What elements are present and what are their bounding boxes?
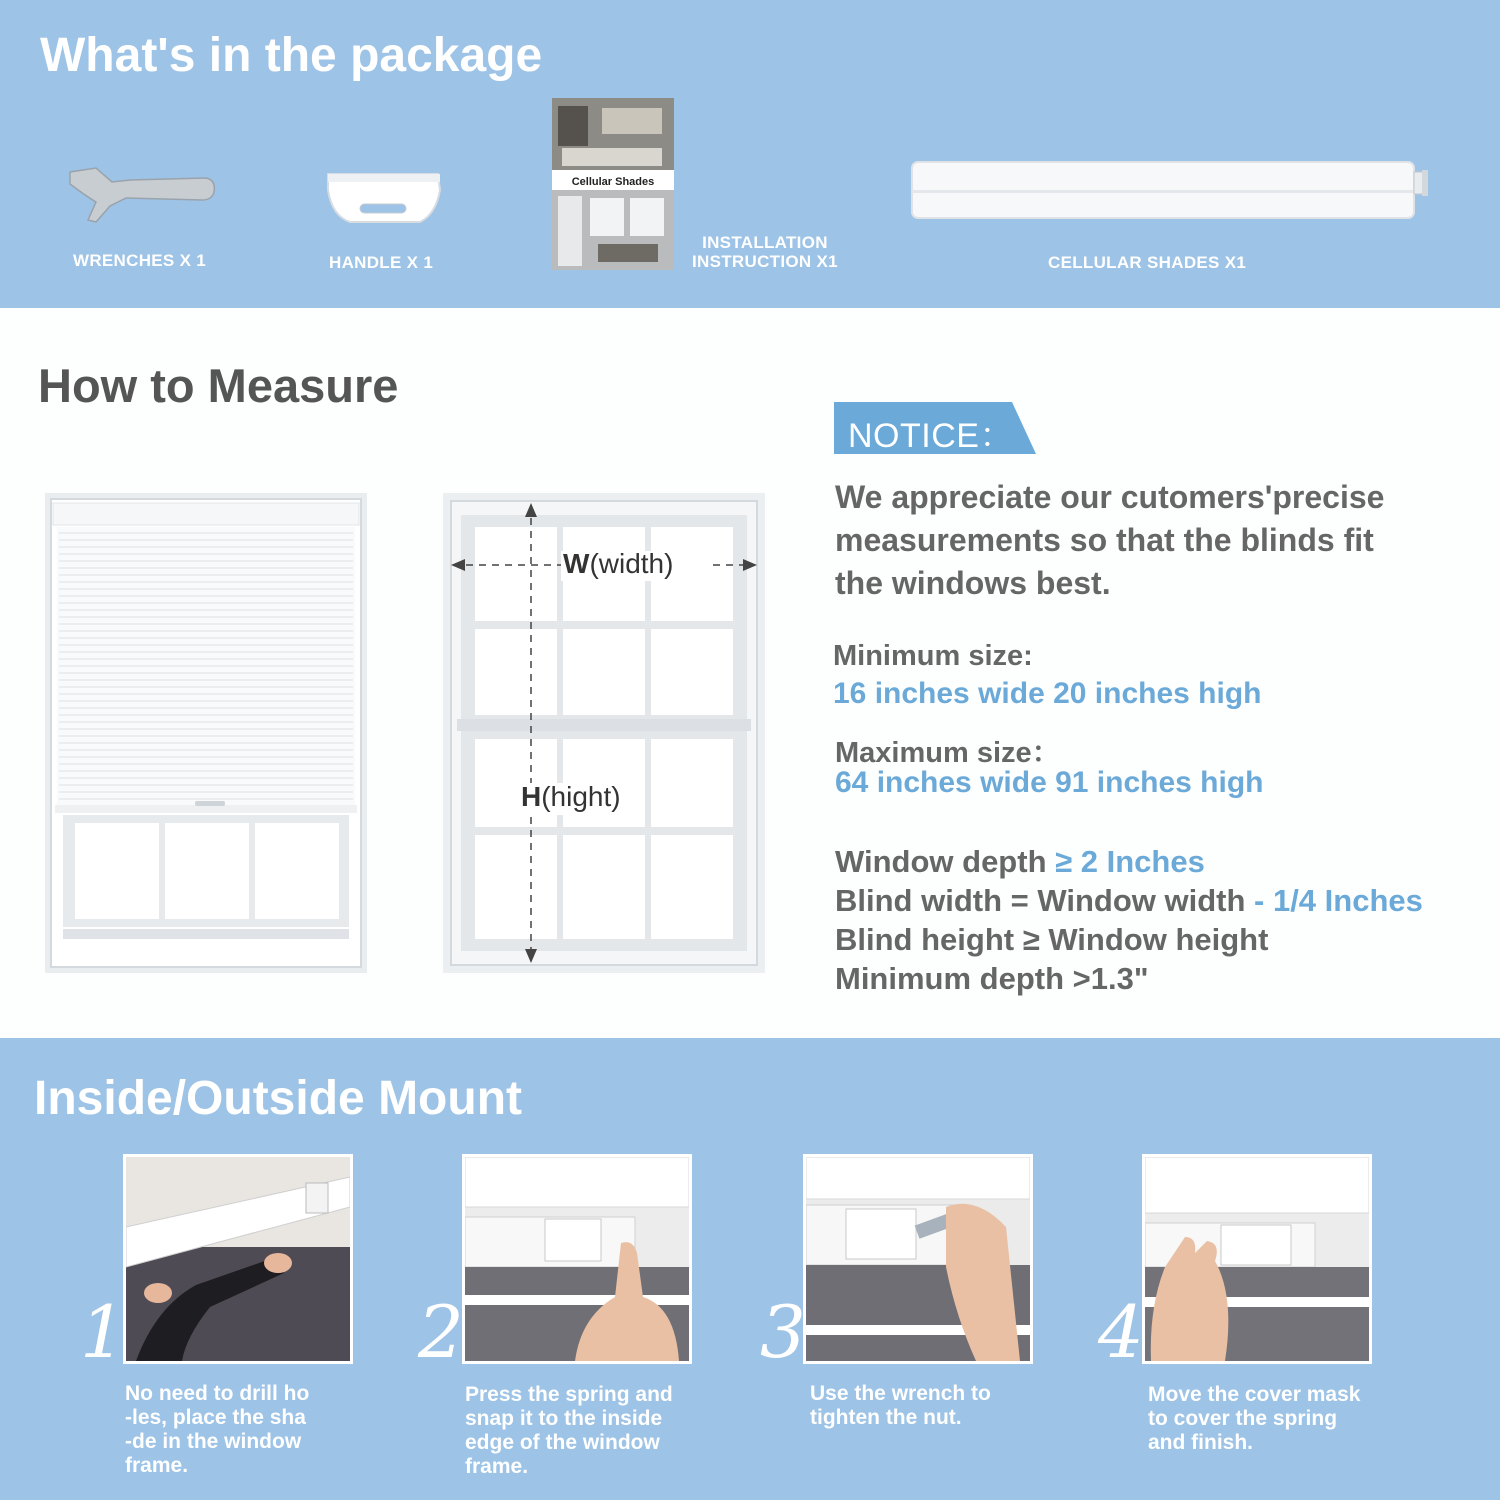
width-label-text: (width) — [589, 548, 674, 579]
step-description-line: No need to drill ho — [125, 1382, 310, 1405]
package-title: What's in the package — [40, 29, 543, 82]
rule-text: Window depth — [835, 844, 1056, 879]
notice-intro-line: the windows best. — [835, 565, 1111, 601]
step-number: 1 — [80, 1290, 126, 1374]
step-number: 4 — [1098, 1290, 1144, 1374]
step-description-line: -de in the window — [125, 1430, 302, 1453]
width-label-letter: W — [563, 548, 590, 579]
step-3-photo — [803, 1154, 1033, 1364]
step-description — [465, 1383, 705, 1479]
min-size-label: Minimum size: — [833, 640, 1033, 672]
max-size-value: 64 inches wide 91 inches high — [835, 766, 1264, 799]
notice-intro-line: measurements so that the blinds fit — [835, 522, 1374, 558]
step-description-line: to cover the spring — [1148, 1407, 1338, 1430]
measure-title: How to Measure — [38, 359, 399, 412]
step-description — [810, 1382, 1050, 1430]
package-section — [0, 0, 1500, 308]
minimum-depth-rule: Minimum depth >1.3" — [835, 961, 1149, 996]
step-description-line: Move the cover mask — [1148, 1383, 1361, 1406]
notice-intro-line: We appreciate our cutomers'precise — [835, 479, 1385, 515]
package-item-label: HANDLE X 1 — [329, 253, 434, 272]
package-item-label-line: INSTALLATION — [702, 233, 828, 252]
height-label-text: (hight) — [541, 781, 621, 812]
package-item-label-line: INSTRUCTION X1 — [692, 252, 838, 271]
min-size-value: 16 inches wide 20 inches high — [833, 677, 1262, 710]
step-description — [125, 1382, 365, 1478]
step-4-photo — [1142, 1154, 1372, 1364]
step-description-line: -les, place the sha — [125, 1406, 306, 1429]
package-item-label: WRENCHES X 1 — [73, 251, 207, 270]
blind-height-rule: Blind height ≥ Window height — [835, 922, 1269, 957]
step-1-photo — [123, 1154, 353, 1364]
package-item-label — [692, 233, 838, 271]
step-description-line: snap it to the inside — [465, 1407, 663, 1430]
step-description-line: and finish. — [1148, 1431, 1253, 1454]
step-description-line: Use the wrench to — [810, 1382, 991, 1405]
mount-title: Inside/Outside Mount — [34, 1072, 522, 1125]
rule-value: - 1/4 Inches — [1254, 883, 1423, 918]
rule-text: Blind width = Window width — [835, 883, 1255, 918]
max-size-label: Maximum size： — [835, 737, 1061, 769]
height-label-letter: H — [521, 781, 542, 812]
step-description-line: tighten the nut. — [810, 1406, 962, 1429]
mount-section — [0, 1038, 1500, 1500]
shade-headrail-icon — [910, 160, 1430, 222]
step-description-line: edge of the window — [465, 1431, 660, 1454]
measure-section — [0, 308, 1500, 1038]
blind-width-rule — [835, 883, 1423, 919]
window-depth-rule — [835, 844, 1205, 880]
wrench-icon — [66, 166, 218, 224]
notice-tag: NOTICE： — [848, 417, 1014, 455]
height-dimension-label — [521, 781, 621, 813]
notice-intro — [835, 476, 1475, 605]
step-description-line: frame. — [125, 1454, 189, 1477]
step-number: 2 — [418, 1290, 464, 1374]
booklet-title: Cellular Shades — [571, 176, 655, 188]
window-with-shade-illustration — [45, 493, 367, 973]
step-number: 3 — [760, 1290, 806, 1374]
package-item-label: CELLULAR SHADES X1 — [1048, 253, 1247, 272]
step-2-photo — [462, 1154, 692, 1364]
step-description — [1148, 1383, 1388, 1455]
rule-value: ≥ 2 Inches — [1055, 844, 1205, 879]
step-description-line: Press the spring and — [465, 1383, 673, 1406]
width-dimension-label — [563, 548, 673, 580]
handle-icon — [324, 170, 444, 230]
step-description-line: frame. — [465, 1455, 529, 1478]
